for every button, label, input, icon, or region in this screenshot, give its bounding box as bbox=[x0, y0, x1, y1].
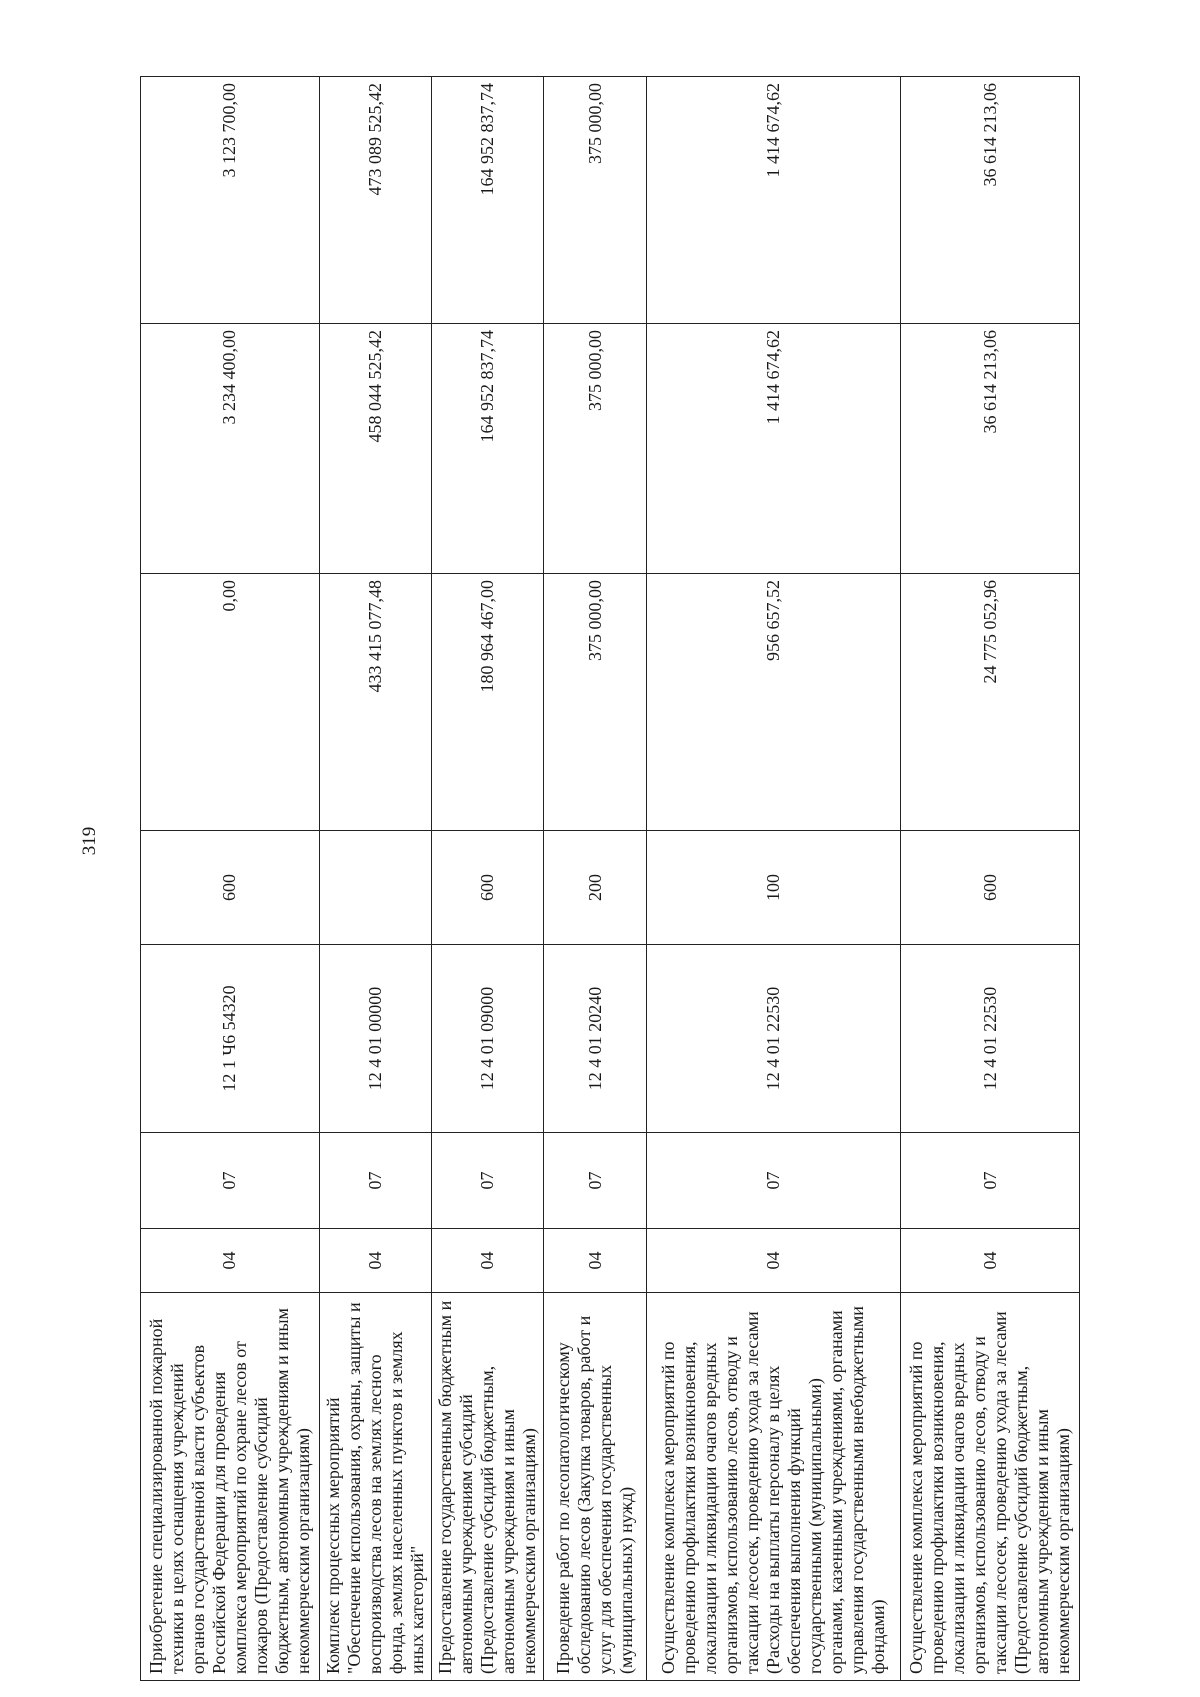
amount-2: 375 000,00 bbox=[544, 324, 647, 574]
amount-2: 1 414 674,62 bbox=[646, 324, 900, 574]
section-code: 04 bbox=[646, 1229, 900, 1293]
subsection-code: 07 bbox=[544, 1133, 647, 1229]
subsection-code: 07 bbox=[901, 1133, 1080, 1229]
expense-type-code: 200 bbox=[544, 831, 647, 945]
rotated-table-wrapper bbox=[140, 77, 1080, 1681]
target-article-code: 12 4 01 20240 bbox=[544, 945, 647, 1133]
row-description: Предоставление государственным бюджетным и автономным учреждениям субсидий (Предоставление субсидий бюджетным, автономным учреждениям и иным некоммерческим организациям) bbox=[432, 1293, 544, 1681]
target-article-code: 12 4 01 09000 bbox=[432, 945, 544, 1133]
amount-3: 375 000,00 bbox=[544, 77, 647, 324]
expense-type-code: 600 bbox=[432, 831, 544, 945]
subsection-code: 07 bbox=[646, 1133, 900, 1229]
subsection-code: 07 bbox=[319, 1133, 431, 1229]
amount-2: 458 044 525,42 bbox=[319, 324, 431, 574]
row-description: Осуществление комплекса мероприятий по проведению профилактики возникновения, локализации и ликвидации очагов вредных организмов, использованию лесов, отводу и таксации лесосек, проведению ухода за лесами (Расходы на выплаты персоналу в целях обеспечения выполнения функций государственными (муниципальными) органами, казенными учреждениями, органами управления государственными внебюджетными фондами) bbox=[646, 1293, 900, 1681]
amount-3: 36 614 213,06 bbox=[901, 77, 1080, 324]
amount-1: 0,00 bbox=[141, 574, 320, 831]
amount-2: 164 952 837,74 bbox=[432, 324, 544, 574]
expense-type-code: 100 bbox=[646, 831, 900, 945]
section-code: 04 bbox=[901, 1229, 1080, 1293]
target-article-code: 12 4 01 22530 bbox=[646, 945, 900, 1133]
table-row bbox=[901, 77, 1080, 1681]
expense-type-code: 600 bbox=[141, 831, 320, 945]
row-description: Осуществление комплекса мероприятий по проведению профилактики возникновения, локализации и ликвидации очагов вредных организмов, использованию лесов, отводу и таксации лесосек, проведению ухода за лесами (Предоставление субсидий бюджетным, автономным учреждениям и иным некоммерческим организациям) bbox=[901, 1293, 1080, 1681]
subsection-code: 07 bbox=[141, 1133, 320, 1229]
amount-1: 24 775 052,96 bbox=[901, 574, 1080, 831]
amount-3: 473 089 525,42 bbox=[319, 77, 431, 324]
amount-3: 164 952 837,74 bbox=[432, 77, 544, 324]
subsection-code: 07 bbox=[432, 1133, 544, 1229]
row-description: Приобретение специализированной пожарной техники в целях оснащения учреждений органов государственной власти субъектов Российской Федерации для проведения комплекса мероприятий по охране лесов от пожаров (Предоставление субсидий бюджетным, автономным учреждениям и иным некоммерческим организациям) bbox=[141, 1293, 320, 1681]
table-row bbox=[544, 77, 647, 1681]
amount-3: 3 123 700,00 bbox=[141, 77, 320, 324]
table-row bbox=[432, 77, 544, 1681]
expense-type-code bbox=[319, 831, 431, 945]
section-code: 04 bbox=[544, 1229, 647, 1293]
amount-3: 1 414 674,62 bbox=[646, 77, 900, 324]
table-row bbox=[646, 77, 900, 1681]
target-article-code: 12 4 01 22530 bbox=[901, 945, 1080, 1133]
row-description: Проведение работ по лесопатологическому обследованию лесов (Закупка товаров, работ и услуг для обеспечения государственных (муниципальных) нужд) bbox=[544, 1293, 647, 1681]
page-number: 319 bbox=[79, 826, 100, 856]
section-code: 04 bbox=[432, 1229, 544, 1293]
target-article-code: 12 1 Ч6 54320 bbox=[141, 945, 320, 1133]
row-description: Комплекс процессных мероприятий "Обеспечение использования, охраны, защиты и воспроизводства лесов на землях лесного фонда, землях населенных пунктов и землях иных категорий" bbox=[319, 1293, 431, 1681]
amount-1: 956 657,52 bbox=[646, 574, 900, 831]
amount-2: 36 614 213,06 bbox=[901, 324, 1080, 574]
table-row bbox=[141, 77, 320, 1681]
amount-1: 375 000,00 bbox=[544, 574, 647, 831]
amount-2: 3 234 400,00 bbox=[141, 324, 320, 574]
budget-table bbox=[140, 76, 1080, 1681]
table-row bbox=[319, 77, 431, 1681]
amount-1: 433 415 077,48 bbox=[319, 574, 431, 831]
amount-1: 180 964 467,00 bbox=[432, 574, 544, 831]
expense-type-code: 600 bbox=[901, 831, 1080, 945]
section-code: 04 bbox=[319, 1229, 431, 1293]
target-article-code: 12 4 01 00000 bbox=[319, 945, 431, 1133]
section-code: 04 bbox=[141, 1229, 320, 1293]
